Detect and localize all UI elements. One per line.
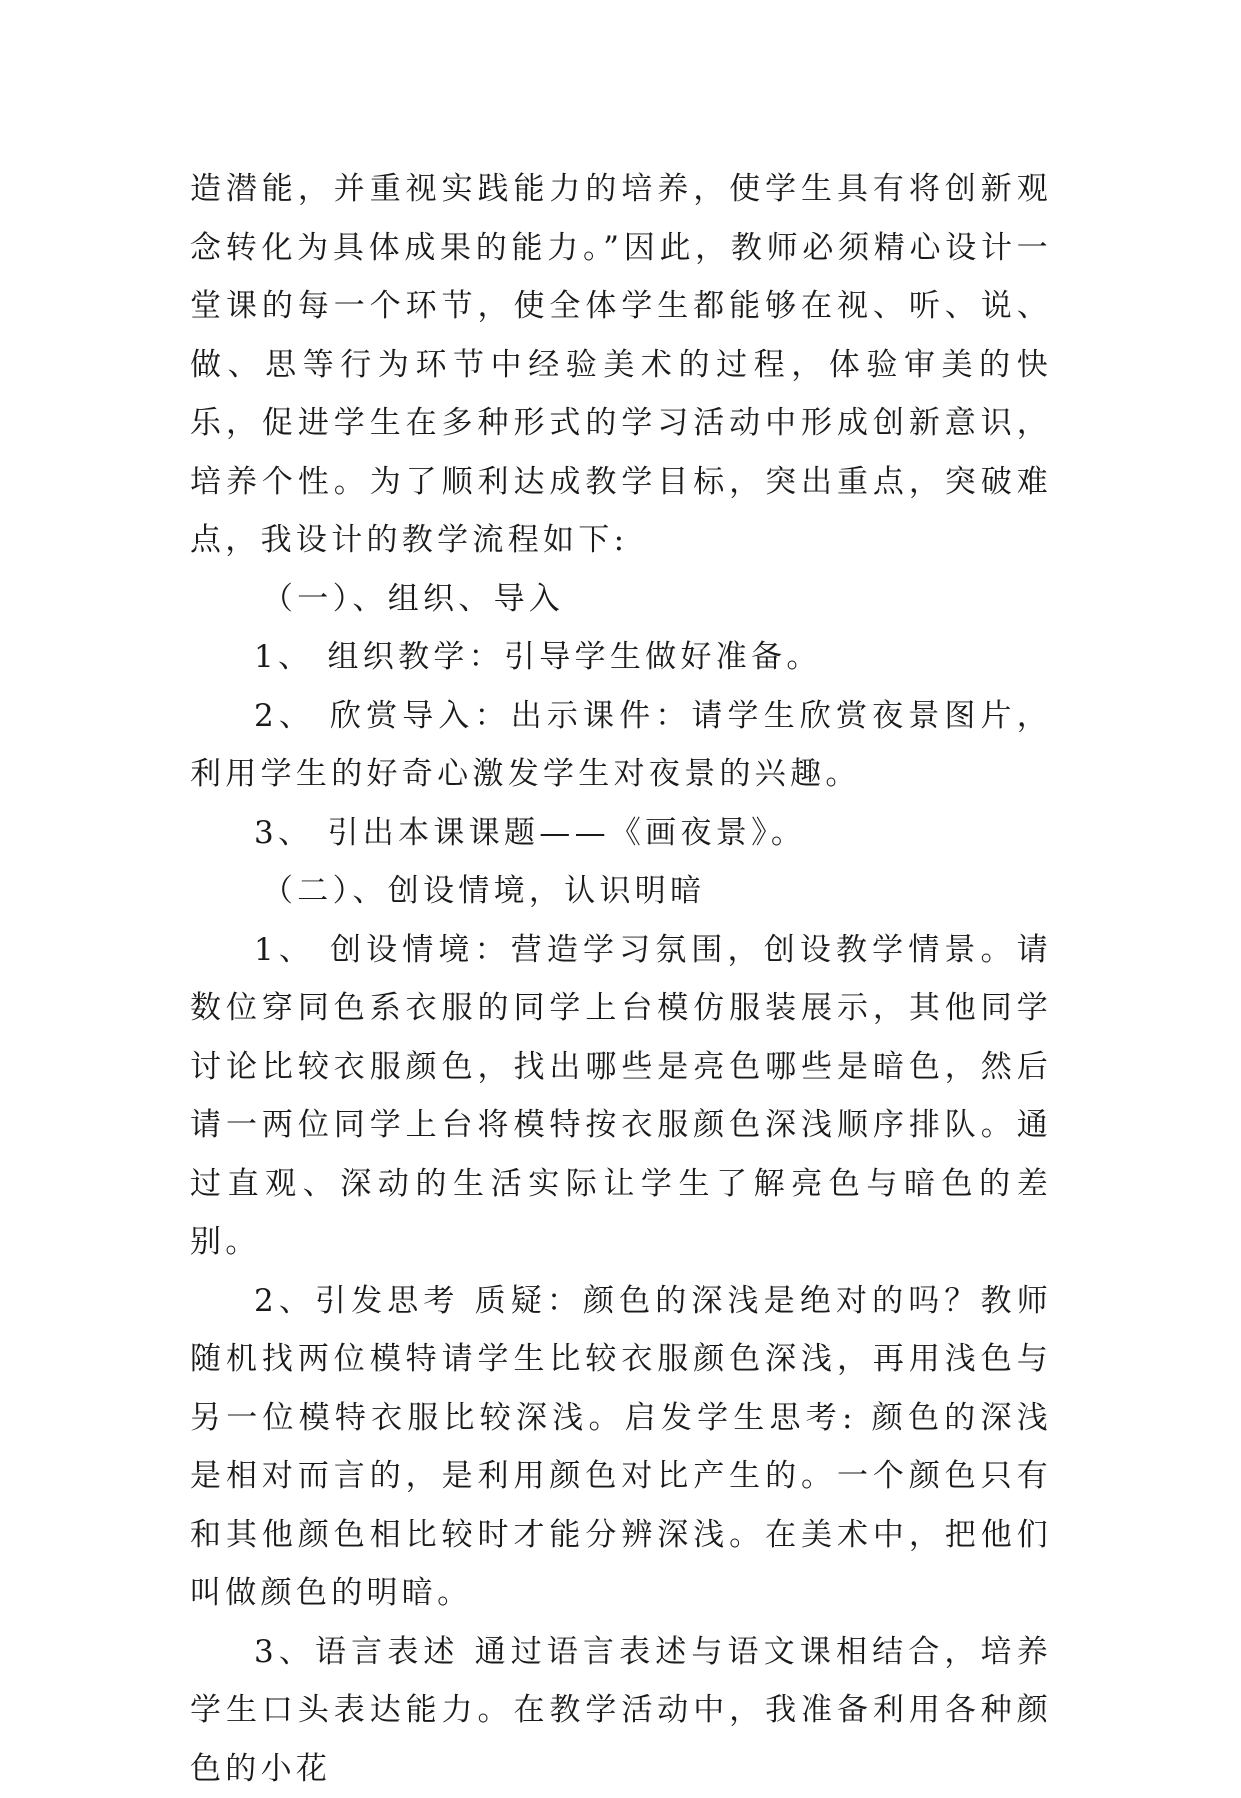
list-item-2-2: 2、引发思考 质疑：颜色的深浅是绝对的吗？教师随机找两位模特请学生比较衣服颜色深浅，再用浅色与另一位模特衣服比较深浅。启发学生思考: 颜色的深浅是相对而言的，是利用颜色对比产生的。一个颜色只有和其他颜色相比较时才能分辨深浅。在美术中，把他们叫做颜色的明暗。 (190, 1272, 1052, 1623)
list-item-2-3: 3、语言表述 通过语言表述与语文课相结合，培养学生口头表达能力。在教学活动中，我准备利用各种颜色的小花 (190, 1623, 1052, 1798)
list-item-2-1: 1、 创设情境：营造学习氛围，创设教学情景。请数位穿同色系衣服的同学上台模仿服装展示，其他同学讨论比较衣服颜色，找出哪些是亮色哪些是暗色，然后请一两位同学上台将模特按衣服颜色深浅顺序排队。通过直观、深动的生活实际让学生了解亮色与暗色的差别。 (190, 921, 1052, 1272)
list-item-1-2: 2、 欣赏导入：出示课件：请学生欣赏夜景图片，利用学生的好奇心激发学生对夜景的兴趣。 (190, 687, 1052, 804)
section-heading-1: （一）、组织、导入 (190, 570, 1052, 629)
section-heading-2: （二）、创设情境，认识明暗 (190, 862, 1052, 921)
document-body (190, 160, 1052, 1798)
paragraph-intro: 造潜能，并重视实践能力的培养，使学生具有将创新观念转化为具体成果的能力。”因此，教师必须精心设计一堂课的每一个环节，使全体学生都能够在视、听、说、做、思等行为环节中经验美术的过程，体验审美的快乐，促进学生在多种形式的学习活动中形成创新意识，培养个性。为了顺利达成教学目标，突出重点，突破难点，我设计的教学流程如下: (190, 160, 1052, 570)
list-item-1-1: 1、 组织教学：引导学生做好准备。 (190, 628, 1052, 687)
list-item-1-3: 3、 引出本课课题——《画夜景》。 (190, 804, 1052, 863)
